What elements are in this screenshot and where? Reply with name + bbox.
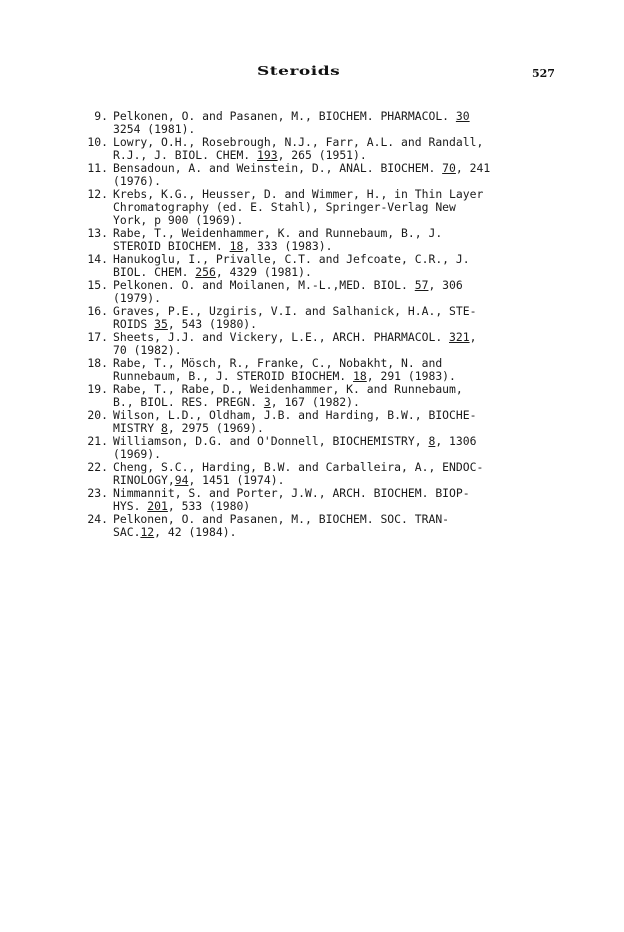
reference-text: Pelkonen. O. and Moilanen, M.-L.,MED. BIOL. [113,278,415,292]
reference-text: Lowry, O.H., Rosebrough, N.J., Farr, A.L. and Randall, [113,135,484,149]
reference-text: MISTRY [113,421,162,435]
reference-item [76,305,556,331]
reference-text: Pelkonen, O. and Pasanen, M., BIOCHEM. SOC. TRAN- [113,512,450,526]
reference-text: Wilson, L.D., Oldham, J.B. and Harding, B.W., BIOCHE- [113,408,477,422]
reference-item [76,383,556,409]
reference-text: , 533 (1980) [167,499,251,513]
reference-text: Bensadoun, A. and Weinstein, D., ANAL. BIOCHEM. [113,161,443,175]
reference-number: 14. [87,252,108,266]
reference-number: 9. [94,109,108,123]
reference-volume: 256 [195,265,216,279]
reference-line [113,435,556,448]
reference-number: 22. [87,460,108,474]
reference-item [76,162,556,188]
reference-line [113,279,556,292]
reference-volume: 18 [353,369,367,383]
reference-text: , 306 [428,278,463,292]
reference-text: , 291 (1983). [366,369,456,383]
reference-number: 17. [87,330,108,344]
reference-text: 3254 (1981). [113,122,196,136]
reference-volume: 30 [455,109,470,123]
journal-title: Steroids [257,64,341,79]
reference-item [76,253,556,279]
reference-text: 70 (1982). [113,343,182,357]
reference-text: , 241 [455,161,491,175]
reference-number: 16. [87,304,108,318]
reference-text: Krebs, K.G., Heusser, D. and Wimmer, H., in Thin Layer [113,187,484,201]
reference-text: (1976). [113,174,162,188]
reference-item [76,136,556,162]
reference-item [76,227,556,253]
reference-number: 13. [87,226,108,240]
reference-text: Chromatography (ed. E. Stahl), Springer-Verlag New [113,200,456,214]
reference-volume: 193 [257,148,278,162]
reference-volume: 12 [140,525,155,539]
reference-text: HYS. [113,499,148,513]
reference-text: Rabe, T., Weidenhammer, K. and Runnebaum, B., J. [113,226,443,240]
reference-volume: 70 [442,161,456,175]
reference-text: RINOLOGY, [113,473,175,487]
reference-item [76,513,556,539]
reference-volume: 8 [428,434,436,448]
reference-volume: 18 [229,239,244,253]
reference-text: , 2975 (1969). [167,421,264,435]
reference-number: 10. [87,135,108,149]
reference-text: Runnebaum, B., J. STEROID BIOCHEM. [113,369,354,383]
reference-number: 23. [87,486,108,500]
reference-item [76,110,556,136]
reference-volume: 201 [147,499,168,513]
reference-number: 24. [87,512,108,526]
reference-item [76,487,556,513]
reference-number: 18. [87,356,108,370]
reference-item [76,331,556,357]
reference-number: 12. [87,187,108,201]
reference-volume: 3 [263,395,271,409]
reference-text: STEROID BIOCHEM. [113,239,230,253]
reference-text: , 1306 [435,434,477,448]
reference-number: 19. [87,382,108,396]
reference-volume: 94 [174,473,189,487]
reference-text: Rabe, T., Mösch, R., Franke, C., Nobakht, N. and [113,356,443,370]
reference-number: 11. [87,161,108,175]
reference-item [76,435,556,461]
reference-item [76,357,556,383]
reference-volume: 57 [414,278,429,292]
reference-text: , 265 (1951). [277,148,367,162]
reference-text: R.J., J. BIOL. CHEM. [113,148,258,162]
reference-text: , 42 (1984). [154,525,237,539]
reference-text: ROIDS [113,317,155,331]
reference-text: (1969). [113,447,162,461]
reference-volume: 35 [154,317,168,331]
reference-line [113,526,556,539]
reference-text: Hanukoglu, I., Privalle, C.T. and Jefcoate, C.R., J. [113,252,470,266]
reference-text: , 543 (1980). [167,317,258,331]
reference-item [76,279,556,305]
reference-number: 15. [87,278,108,292]
reference-text: Cheng, S.C., Harding, B.W. and Carballeira, A., ENDOC- [113,460,484,474]
reference-text: (1979). [113,291,162,305]
reference-text: , 333 (1983). [243,239,333,253]
reference-text: Sheets, J.J. and Vickery, L.E., ARCH. PHARMACOL. [113,330,450,344]
reference-text: Williamson, D.G. and O'Donnell, BIOCHEMISTRY, [113,434,429,448]
reference-text: Pelkonen, O. and Pasanen, M., BIOCHEM. PHARMACOL. [113,109,456,123]
reference-item [76,461,556,487]
reference-text: York, p 900 (1969). [113,213,244,227]
reference-volume: 321 [449,330,470,344]
reference-text: Rabe, T., Rabe, D., Weidenhammer, K. and Runnebaum, [113,382,463,396]
reference-item [76,188,556,227]
reference-volume: 8 [161,421,168,435]
reference-text: Nimmannit, S. and Porter, J.W., ARCH. BIOCHEM. BIOP- [113,486,470,500]
reference-number: 20. [87,408,108,422]
reference-number: 21. [87,434,108,448]
reference-line [113,162,556,175]
reference-text: , [469,330,477,344]
reference-text: BIOL. CHEM. [113,265,196,279]
reference-text: , 1451 (1974). [188,473,285,487]
reference-text: SAC. [113,525,141,539]
reference-text: B., BIOL. RES. PREGN. [113,395,264,409]
reference-item [76,409,556,435]
page-number: 527 [532,67,555,80]
reference-text: Graves, P.E., Uzgiris, V.I. and Salhanick, H.A., STE- [113,304,477,318]
reference-text: , 4329 (1981). [215,265,312,279]
reference-text: , 167 (1982). [270,395,360,409]
reference-list [76,110,556,539]
